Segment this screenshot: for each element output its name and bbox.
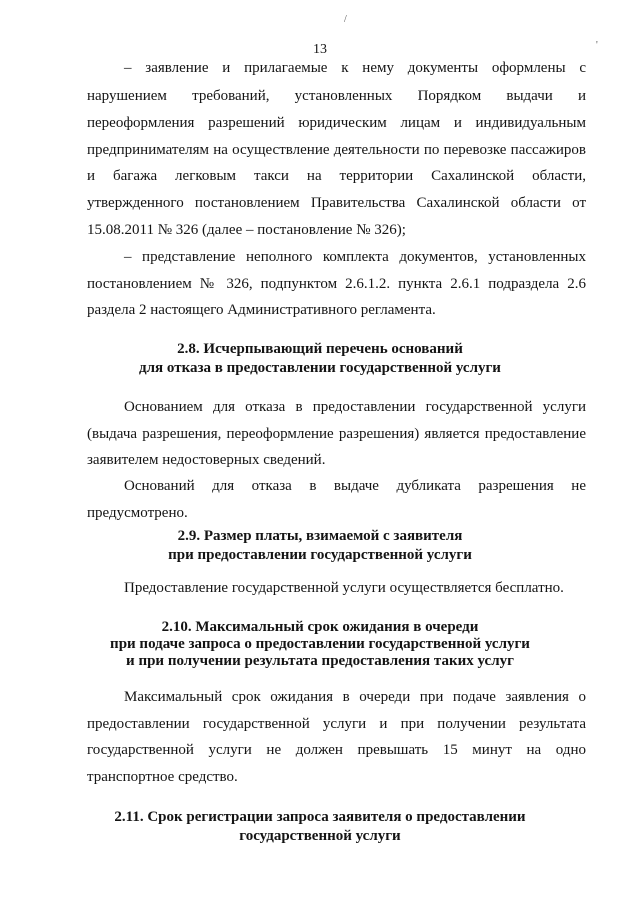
margin-mark-right: ' bbox=[596, 40, 598, 51]
paragraph-1-line-7: 15.08.2011 № 326 (далее – постановление № 326); bbox=[87, 222, 406, 238]
paragraph-3-line-3: заявителем недостоверных сведений. bbox=[87, 452, 326, 468]
heading-2-10-line-2: при подаче запроса о предоставлении государственной услуги bbox=[110, 636, 530, 652]
paragraph-3-line-2: (выдача разрешения, переоформление разрешения) является предоставление bbox=[87, 426, 586, 442]
paragraph-2-line-3: раздела 2 настоящего Административного регламента. bbox=[87, 302, 436, 318]
paragraph-1-line-6: утвержденного постановлением Правительства Сахалинской области от bbox=[87, 195, 586, 211]
paragraph-1-line-4: предпринимателям на осуществление деятельности по перевозке пассажиров bbox=[87, 142, 586, 158]
paragraph-4-line-2: предусмотрено. bbox=[87, 505, 188, 521]
heading-2-9-line-1: 2.9. Размер платы, взимаемой с заявителя bbox=[177, 528, 463, 544]
paragraph-2-line-1: – представление неполного комплекта документов, установленных bbox=[124, 249, 586, 265]
heading-2-8-line-2: для отказа в предоставлении государственной услуги bbox=[139, 360, 501, 376]
paragraph-6-line-4: транспортное средство. bbox=[87, 769, 238, 785]
paragraph-3-line-1: Основанием для отказа в предоставлении государственной услуги bbox=[124, 399, 586, 415]
paragraph-2-line-2: постановлением № 326, подпунктом 2.6.1.2. пункта 2.6.1 подраздела 2.6 bbox=[87, 276, 586, 292]
paragraph-1-line-1: – заявление и прилагаемые к нему документы оформлены с bbox=[124, 60, 586, 76]
paragraph-1-line-3: переоформления разрешений юридическим лицам и индивидуальным bbox=[87, 115, 586, 131]
paragraph-6-line-1: Максимальный срок ожидания в очереди при подаче заявления о bbox=[124, 689, 586, 705]
page-number: 13 bbox=[313, 42, 327, 57]
heading-2-9-line-2: при предоставлении государственной услуги bbox=[168, 547, 472, 563]
paragraph-1-line-2: нарушением требований, установленных Порядком выдачи и bbox=[87, 88, 586, 104]
heading-2-11-line-1: 2.11. Срок регистрации запроса заявителя о предоставлении bbox=[114, 809, 526, 825]
paragraph-1-line-5: и багажа легковым такси на территории Сахалинской области, bbox=[87, 168, 586, 184]
heading-2-10-line-3: и при получении результата предоставления таких услуг bbox=[126, 653, 514, 669]
paragraph-5-line-1: Предоставление государственной услуги осуществляется бесплатно. bbox=[124, 580, 564, 596]
heading-2-8-line-1: 2.8. Исчерпывающий перечень оснований bbox=[177, 341, 463, 357]
heading-2-10-line-1: 2.10. Максимальный срок ожидания в очереди bbox=[161, 619, 479, 635]
paragraph-6-line-2: предоставлении государственной услуги и при получении результата bbox=[87, 716, 586, 732]
margin-mark-top: / bbox=[344, 14, 347, 25]
heading-2-11-line-2: государственной услуги bbox=[239, 828, 401, 844]
paragraph-6-line-3: государственной услуги не должен превышать 15 минут на одно bbox=[87, 742, 586, 758]
paragraph-4-line-1: Оснований для отказа в выдаче дубликата разрешения не bbox=[124, 478, 586, 494]
